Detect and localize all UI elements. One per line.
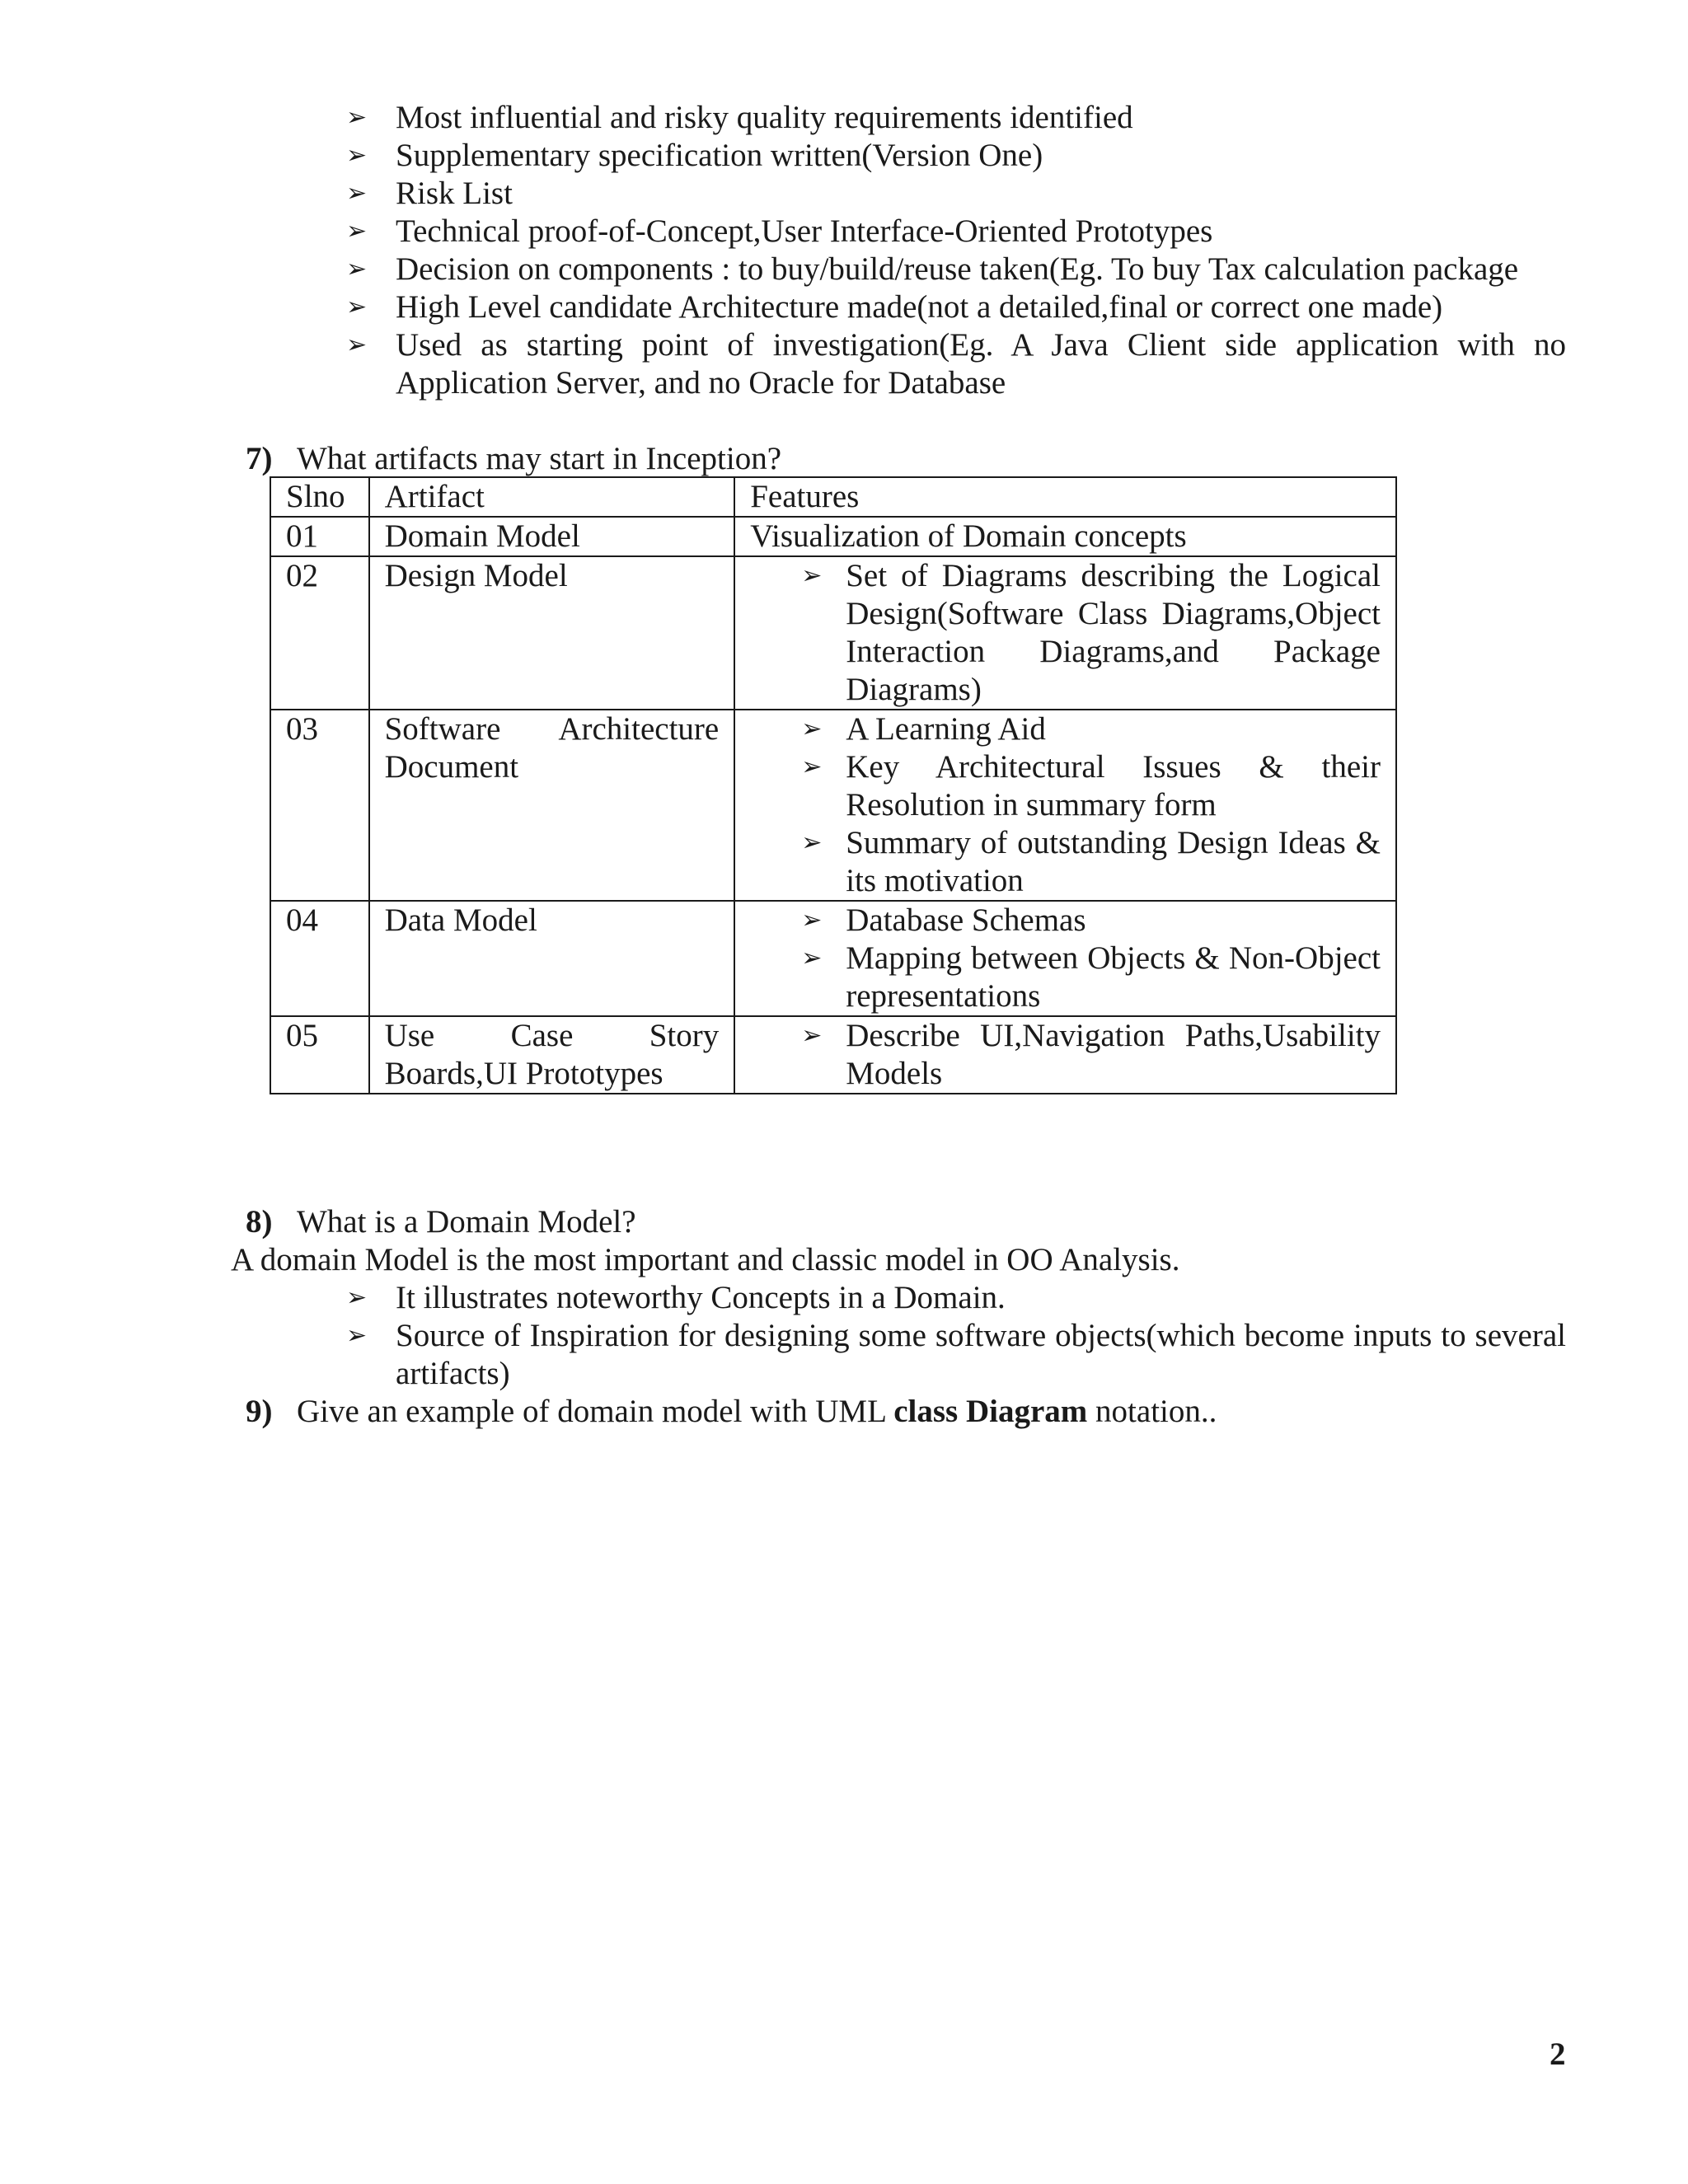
list-item: ➢ Supplementary specification written(Version One) [346,138,1043,173]
list-item: ➢ A Learning Aid [801,711,1046,747]
cell-artifact: Use Case Story Boards,UI Prototypes [369,1016,735,1094]
table-row [270,1016,1396,1094]
table-header-row [270,477,1396,517]
list-item: ➢ It illustrates noteworthy Concepts in a Domain. [346,1280,1006,1315]
arrow-bullet-icon: ➢ [801,752,823,781]
question-text-end: notation.. [1087,1394,1217,1429]
header-features: Features [734,477,1396,517]
arrow-bullet-icon: ➢ [346,255,368,284]
list-item: ➢ Used as starting point of investigation(Eg. A Java Client side application with no Application Server, and no Oracle for Database [346,327,1566,401]
question-text: What is a Domain Model? [297,1204,636,1240]
cell-slno: 04 [270,901,369,1016]
arrow-bullet-icon: ➢ [801,715,823,743]
question-number: 7) [246,441,273,476]
cell-slno: 03 [270,710,369,901]
cell-features: Visualization of Domain concepts [734,517,1396,556]
arrow-bullet-icon: ➢ [801,828,823,857]
cell-features [734,1016,1396,1094]
arrow-bullet-icon: ➢ [801,944,823,972]
table-row [270,556,1396,710]
arrow-bullet-icon: ➢ [346,1283,368,1312]
table-row [270,901,1396,1016]
list-item: ➢ Database Schemas [801,902,1086,938]
feature-list [750,902,1381,1015]
question-text: Give an example of domain model with UML [297,1394,894,1429]
arrow-bullet-icon: ➢ [346,293,368,321]
arrow-bullet-icon: ➢ [346,179,368,208]
list-item: ➢ Mapping between Objects & Non-Object representations [801,940,1381,1014]
cell-artifact: Software Architecture Document [369,710,735,901]
cell-artifact: Design Model [369,556,735,710]
arrow-bullet-icon: ➢ [346,1321,368,1350]
list-item: ➢ Key Architectural Issues & their Resolution in summary form [801,749,1381,823]
list-item: ➢ Most influential and risky quality requirements identified [346,100,1133,135]
arrow-bullet-icon: ➢ [346,103,368,132]
arrow-bullet-icon: ➢ [801,561,823,590]
question-text: What artifacts may start in Inception? [297,441,782,476]
cell-artifact: Data Model [369,901,735,1016]
list-item: ➢ Risk List [346,176,513,211]
cell-artifact: Domain Model [369,517,735,556]
feature-list [750,710,1381,900]
cell-features [734,901,1396,1016]
arrow-bullet-icon: ➢ [801,906,823,935]
arrow-bullet-icon: ➢ [346,330,368,359]
domain-model-bullets [346,1279,1566,1393]
cell-slno: 01 [270,517,369,556]
arrow-bullet-icon: ➢ [346,141,368,170]
list-item: ➢ Describe UI,Navigation Paths,Usability Models [801,1018,1381,1091]
inception-outcomes-list [346,99,1566,402]
question-7 [246,440,781,478]
list-item: ➢ Source of Inspiration for designing some software objects(which become inputs to several artifacts) [346,1318,1566,1391]
cell-features [734,710,1396,901]
table-row [270,517,1396,556]
artifacts-table [270,476,1397,1094]
question-9 [246,1393,1217,1431]
table-row [270,710,1396,901]
list-item: ➢ Set of Diagrams describing the Logical Design(Software Class Diagrams,Object Interaction Diagrams,and Package Diagrams) [801,558,1381,707]
list-item: ➢ Summary of outstanding Design Ideas & its motivation [801,825,1381,898]
answer-text: A domain Model is the most important and classic model in OO Analysis. [231,1242,1180,1277]
cell-slno: 02 [270,556,369,710]
cell-features [734,556,1396,710]
cell-slno: 05 [270,1016,369,1094]
feature-list [750,1017,1381,1093]
list-item: ➢ Decision on components : to buy/build/reuse taken(Eg. To buy Tax calculation package [346,251,1519,287]
question-emphasis: class Diagram [893,1394,1088,1429]
question-number: 9) [246,1394,273,1429]
question-8 [246,1203,636,1241]
question-number: 8) [246,1204,273,1240]
header-slno: Slno [270,477,369,517]
arrow-bullet-icon: ➢ [801,1021,823,1050]
feature-list [750,557,1381,709]
header-artifact: Artifact [369,477,735,517]
page-number: 2 [1550,2036,1566,2072]
arrow-bullet-icon: ➢ [346,217,368,246]
list-item: ➢ High Level candidate Architecture made(not a detailed,final or correct one made) [346,289,1443,325]
list-item: ➢ Technical proof-of-Concept,User Interface-Oriented Prototypes [346,213,1213,249]
